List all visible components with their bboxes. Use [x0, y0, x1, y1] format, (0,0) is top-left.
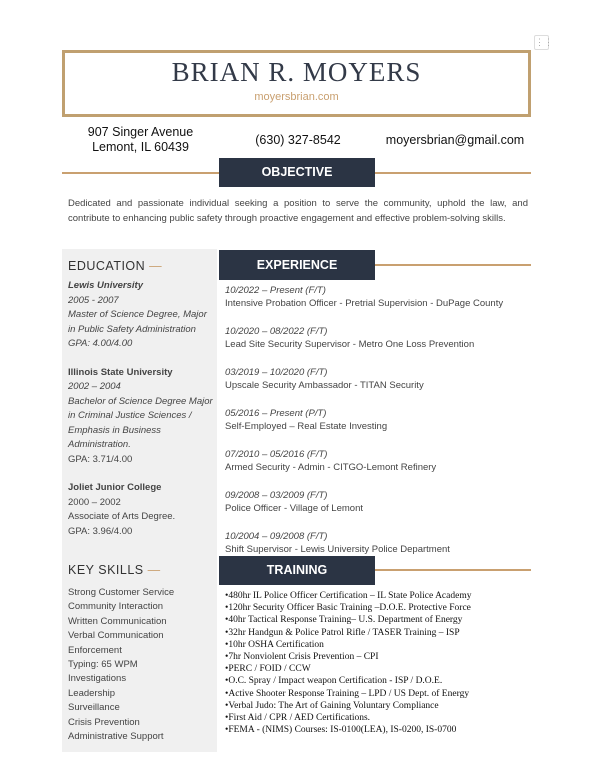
objective-text: Dedicated and passionate individual seeking a position to serve the community, uphold the law, and contribute to enhancing public safety through proactive engagement and effective problem-solving skills.: [68, 198, 528, 224]
training-item: • 120hr Security Officer Basic Training –D.O.E. Protective Force: [225, 602, 530, 614]
skill-item: Strong Customer Service: [68, 587, 175, 598]
job-title: Armed Security - Admin - CITGO-Lemont Refinery: [225, 462, 437, 473]
address: [78, 125, 203, 155]
skill-item: Crisis Prevention: [68, 716, 140, 728]
training-item: • 10hr OSHA Certification: [225, 639, 530, 651]
training-item: • 40hr Tactical Response Training– U.S. Department of Energy: [225, 614, 530, 626]
job-title: Lead Site Security Supervisor - Metro One Loss Prevention: [225, 339, 475, 350]
job-title: Upscale Security Ambassador - TITAN Security: [225, 380, 424, 391]
school-years: 2002 – 2004: [68, 381, 121, 392]
education-item: [68, 481, 213, 539]
training-item: • PERC / FOID / CCW: [225, 663, 530, 675]
experience-heading: EXPERIENCE: [219, 250, 375, 280]
training-item: • 32hr Handgun & Police Patrol Rifle / TASER Training – ISP: [225, 627, 530, 639]
objective-rule-right: [375, 172, 531, 174]
gpa: GPA: 4.00/4.00: [68, 338, 133, 349]
skill-item: Community Interaction: [68, 601, 164, 613]
objective-heading: OBJECTIVE: [219, 158, 375, 187]
job-title: Self-Employed – Real Estate Investing: [225, 421, 388, 432]
training-item: • FEMA - (NIMS) Courses: IS-0100(LEA), IS-0200, IS-0700: [225, 724, 530, 736]
experience-rule: [375, 264, 531, 266]
experience-item: [225, 326, 530, 367]
training-rule: [375, 569, 531, 571]
experience-item: [225, 449, 530, 490]
skills-list: [68, 586, 213, 744]
school-years: 2000 – 2002: [68, 496, 121, 508]
header-box: [62, 50, 531, 117]
objective-rule-left: [62, 172, 219, 174]
training-item: • 480hr IL Police Officer Certification – IL State Police Academy: [225, 590, 530, 602]
school-name: Lewis University: [68, 280, 143, 291]
email[interactable]: moyersbrian@gmail.com: [385, 133, 525, 147]
skill-item: Verbal Communication: [68, 630, 164, 642]
school-years: 2005 - 2007: [68, 294, 119, 306]
skill-item: Investigations: [68, 673, 127, 685]
job-title: Intensive Probation Officer - Pretrial Supervision - DuPage County: [225, 298, 504, 309]
job-title: Police Officer - Village of Lemont: [225, 503, 363, 514]
phone: (630) 327-8542: [255, 133, 341, 147]
drag-handle-icon[interactable]: ⋮⋮: [534, 35, 549, 50]
job-dates: 05/2016 – Present (P/T): [225, 408, 327, 419]
job-dates: 07/2010 – 05/2016 (F/T): [225, 449, 328, 460]
experience-item: [225, 285, 530, 326]
experience-list: [225, 285, 530, 572]
address-line-1: 907 Singer Avenue: [87, 125, 194, 139]
job-dates: 09/2008 – 03/2009 (F/T): [225, 490, 328, 501]
skill-item: Surveillance: [68, 702, 120, 714]
job-dates: 03/2019 – 10/2020 (F/T): [225, 367, 328, 378]
training-item: • Verbal Judo: The Art of Gaining Voluntary Compliance: [225, 700, 530, 712]
job-title: Shift Supervisor - Lewis University Police Department: [225, 544, 450, 555]
training-item: • Active Shooter Response Training – LPD / US Dept. of Energy: [225, 688, 530, 700]
school-name: Joliet Junior College: [68, 482, 162, 493]
gpa: GPA: 3.96/4.00: [68, 525, 133, 537]
experience-item: [225, 408, 530, 449]
skill-item: Administrative Support: [68, 731, 164, 743]
training-item: • 7hr Nonviolent Crisis Prevention – CPI: [225, 651, 530, 663]
education-item: [68, 366, 213, 468]
training-item: • O.C. Spray / Impact weapon Certification - ISP / D.O.E.: [225, 675, 530, 687]
training-item: • First Aid / CPR / AED Certifications.: [225, 712, 530, 724]
experience-item: [225, 490, 530, 531]
skill-item: Typing: 65 WPM: [68, 659, 138, 671]
job-dates: 10/2020 – 08/2022 (F/T): [225, 326, 328, 337]
experience-item: [225, 367, 530, 408]
education-list: [68, 279, 213, 553]
skill-item: Written Communication: [68, 615, 167, 627]
candidate-name: BRIAN R. MOYERS: [171, 57, 422, 87]
skill-item: Leadership: [68, 687, 116, 699]
website-link[interactable]: moyersbrian.com: [254, 91, 339, 103]
education-heading: EDUCATION —: [68, 259, 163, 273]
education-item: [68, 279, 213, 352]
skill-item: Enforcement: [68, 644, 122, 656]
job-dates: 10/2022 – Present (F/T): [225, 285, 326, 296]
degree: Associate of Arts Degree.: [68, 511, 176, 522]
job-dates: 10/2004 – 09/2008 (F/T): [225, 531, 328, 542]
skills-heading: KEY SKILLS —: [68, 563, 161, 577]
degree: Master of Science Degree, Major in Public Safety Administration: [68, 309, 207, 335]
address-line-2: Lemont, IL 60439: [92, 140, 189, 154]
degree: Bachelor of Science Degree Major in Criminal Justice Sciences / Emphasis in Business Administration.: [68, 395, 213, 450]
training-list: [225, 590, 530, 736]
training-heading: TRAINING: [219, 556, 375, 585]
school-name: Illinois State University: [68, 366, 173, 378]
gpa: GPA: 3.71/4.00: [68, 453, 133, 465]
